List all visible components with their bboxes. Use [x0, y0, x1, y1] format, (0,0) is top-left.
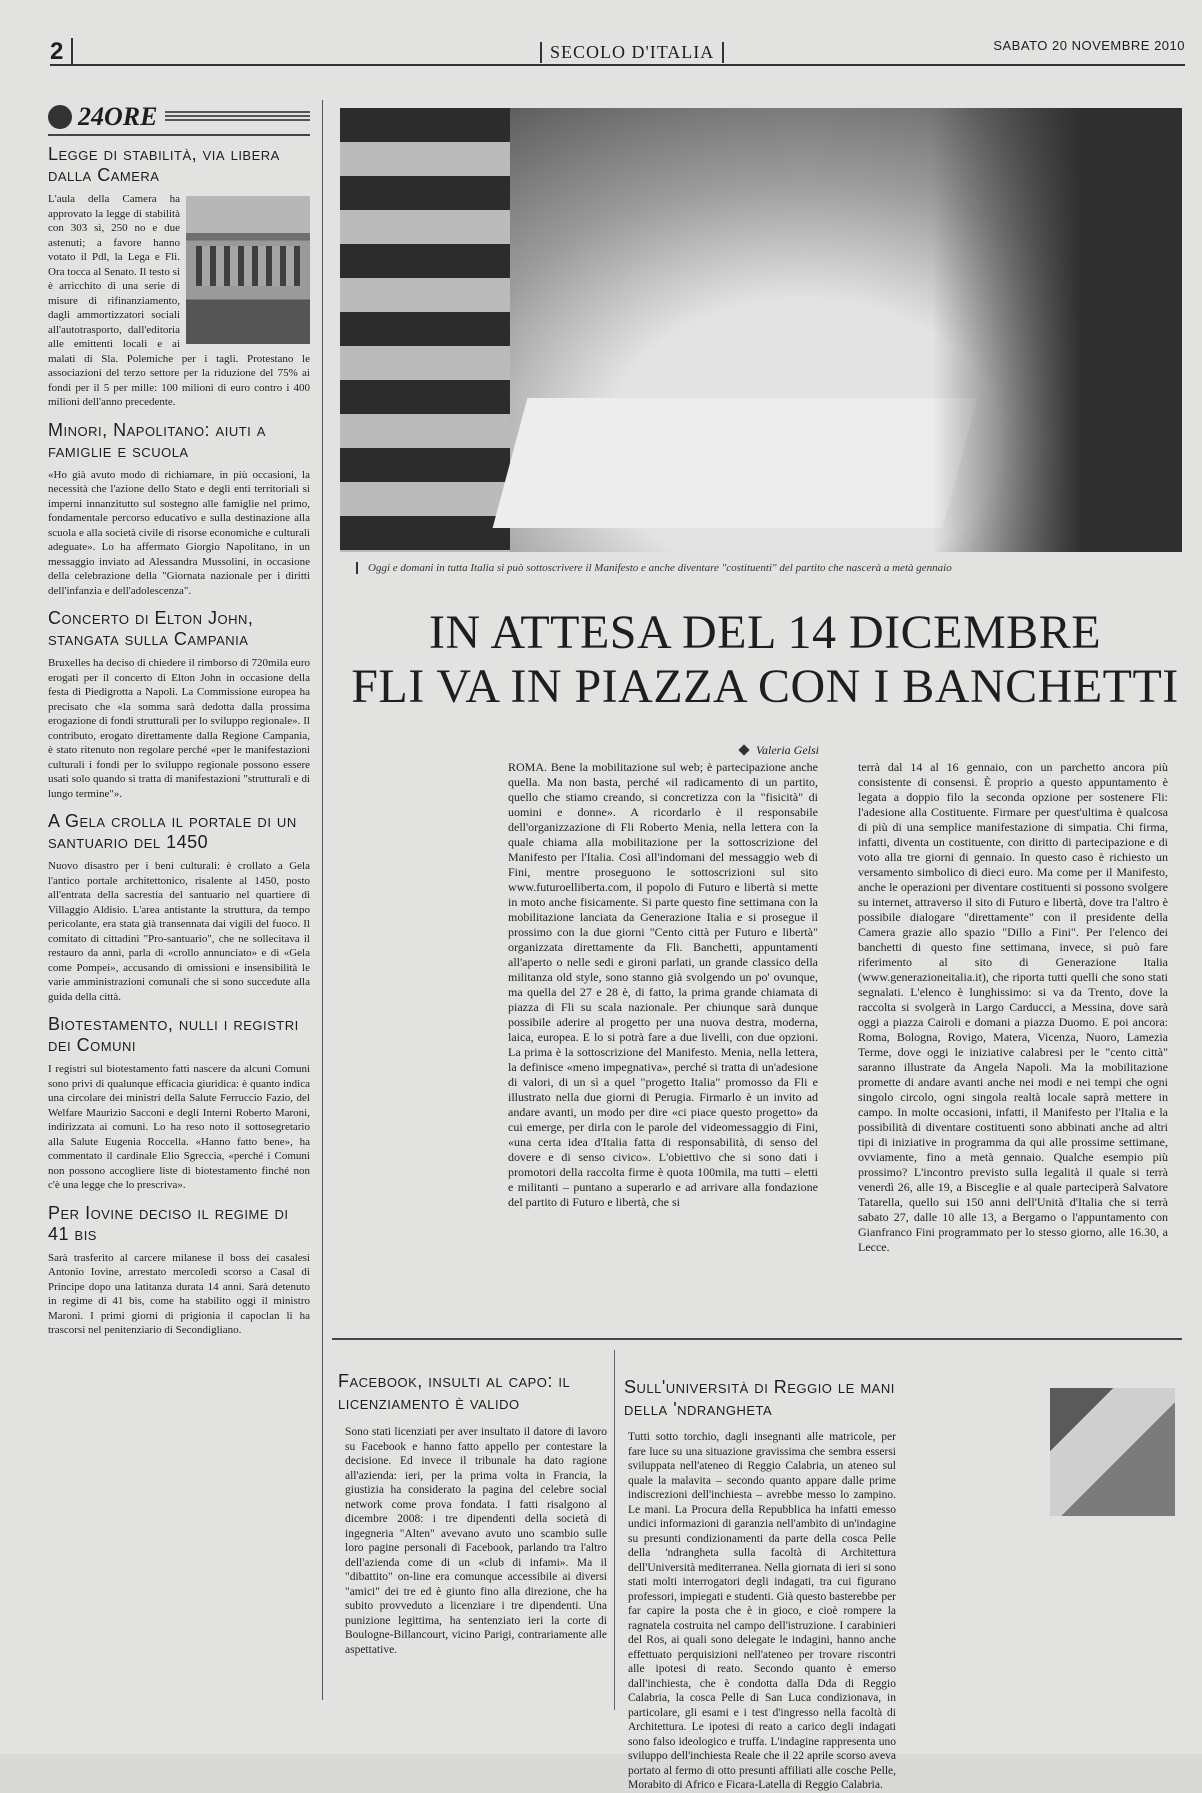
bottom-story-2-body-a: Tutti sotto torchio, dagli insegnanti alle matricole, per fare luce su una situazione gravissima che sembra essersi sviluppata nell'ateneo di Reggio Calabria, un ateneo sul quale la malavita – secondo quanto appare dalle prime indiscrezioni dell'inchiesta – avrebbe messo lo zampino. Le mani. La Procura della Repubblica ha infatti emesso undici informazioni di garanzia nell'ambito di un'indagine su presunti condizionamenti da parte della cosca Pelle della 'ndrangheta sulla facoltà di Architettura dell'Università mediterranea. Nella giornata di ieri si sono stati molti interrogatori degli indagati, tra cui figurano professori, impiegati e studenti. Già questo basterebbe per far capire la posta che è in gioco, e cioè rompere la ragnatela costruita nel campo dell'istruzione. I carabinieri del Ros, ai quali sono delegate le indagini, hanno anche effettuato perquisizioni nell'ateneo per trovare riscontri alle ipotesi di reato. Secondo quanto è emerso dall'inchiesta, che è condotta dalla Dda di Reggio Calabria, la cosca Pelle di San Luca condizionava, in particolare, gli esami e i test d'ingresso nella facoltà di Architettura. Le ipotesi di reato a carico degli indagati sono falso ideologico e truffa. L'indagine rappresenta uno sviluppo dell'inchiesta Reale che il 22 aprile scorso aveva portato al fermo di otto presunti affiliati alle cosche Pelle, Morabito di Africo e Ficara-Latella di Reggio Calabria. — [628, 1431, 896, 1791]
story-body: «Ho già avuto modo di richiamare, in più occasioni, la necessità che l'azione dello Stato e degli enti territoriali si imperni innanzitutto sul sostegno alle famiglie nel primo, fondamentale percorso educativo e sulla destinazione alla scuola e alla società civile di risorse economiche e culturali adeguate». Lo ha affermato Giorgio Napolitano, in un messaggio inviato ad Alessandra Mussolini, in occasione della celebrazione della "Giornata nazionale per i diritti dell'infanzia e dell'adolescenza". — [48, 468, 310, 597]
diamond-icon — [738, 744, 749, 755]
sidebar-24ore — [48, 100, 310, 1700]
column-divider — [322, 100, 323, 1700]
story-headline: Biotestamento, nulli i registri dei Comuni — [48, 1014, 299, 1055]
article-column-2: terrà dal 14 al 16 gennaio, con un parchetto ancora più consistente di consensi. È proprio a questo appuntamento è legata a doppio filo la seconda opzione per sostenere Fli: l'adesione alla Costituente. Firmare per quest'ultima è qualcosa di più di una semplice manifestazione di simpatia. Chi firma, infatti, diventa un costituente, con diritto di partecipazione e di voto alla tre giorni di gennaio. In questo caso è richiesto un versamento simbolico di dieci euro. Ma come per il Manifesto, anche le operazioni per diventare costituenti si possono svolgere su internet, attraverso il sito di Futuro e libertà, dove tra l'altro è possibile dialogare "direttamente" con il presidente della Camera grazie allo spazio "Dillo a Fini". Per l'elenco dei banchetti di questo fine settimana, invece, si può fare riferimento al sito di Generazione Italia (www.generazioneitalia.it), che riporta tutti quelli che sono stati segnalati. L'elenco è lunghissimo: si va da Trento, dove la raccolta si svolgerà in Largo Carducci, a Messina, dove sarà oggi a piazza Cairoli e domani a piazza Duomo. E poi ancora: Roma, Bologna, Rovigo, Matera, Vicenza, Nuoro, Lamezia Terme, dove oggi le iniziative calabresi per le "cento città" saranno illustrate da Angela Napoli. Ma la mobilitazione promette di andare avanti anche nei modi e nei tempi che ogni singolo circolo, ogni singola realtà locale saprà mettere in campo. In molte occasioni, infatti, il Manifesto per l'Italia e la possibilità di diventare costituenti sono abbinati anche ad altri tipi di iniziative in programma da qui alle prossime settimane, ovviamente, fino a metà gennaio. Qualche esempio più prossimo? L'incontro previsto sulla legalità il quale si terrà venerdì 26, alle 19, a Bisceglie e al quale parteciperà Salvatore Tatarella, quello sui 150 anni dell'Unità d'Italia che si terrà sabato 27, dalle 10 alle 13, a Bergamo o l'appuntamento con Gianfranco Fini programmato per lo stesso giorno, alle 16.30, a Lecce. — [858, 760, 1168, 1254]
headline-line-1: IN ATTESA DEL 14 DICEMBRE — [428, 606, 1102, 659]
photo-caption: Oggi e domani in tutta Italia si può sottoscrivere il Manifesto e anche diventare "costituenti" del partito che nascerà a metà gennaio — [356, 562, 1188, 574]
photo-striped-sleeve — [340, 108, 510, 552]
bottom-story-2-headline: Sull'università di Reggio le mani della 'ndrangheta — [624, 1377, 895, 1419]
article-bottom-rule — [332, 1338, 1182, 1340]
story-body: Bruxelles ha deciso di chiedere il rimborso di 720mila euro erogati per il concerto di Elton John in occasione della festa di Piedigrotta a Napoli. La Commissione europea ha precisato che «la somma sarà dedotta dalla prossima erogazione di fondi strutturali per lo sviluppo regionale». Il contributo, erogato direttamente dalla Regione Campania, è stato ritenuto non regolare perché «per le manifestazioni culturali i fondi per lo sviluppo regionale possono essere usati solo quando si tratta di manifestazioni "strutturali e di lungo termine"». — [48, 657, 310, 800]
story-headline: A Gela crolla il portale di un santuario del 1450 — [48, 811, 297, 852]
main-photo — [340, 108, 1182, 552]
article-column-1: ROMA. Bene la mobilitazione sul web; è partecipazione anche quella. Ma non basta, perché «il radicamento di un partito, quello che stiamo creando, si concretizza con la "fisicità" di uomini e donne». A ricordarlo è il responsabile dell'organizzazione di Fli Roberto Menia, nella lettera con la quale chiama alla mobilitazione per la sottoscrizione del Manifesto per l'Italia. Così all'indomani del messaggio web di Fini, mentre proseguono le sottoscrizioni sul sito www.futuroelliberta.com, il popolo di Futuro e libertà si mette in moto anche fisicamente. Si parte questo fine settimana con la mobilitazione lanciata da Generazione Italia e si prosegue il prossimo con la due giorni "Cento città per Futuro e libertà" organizzata direttamente da Fli. Banchetti, appuntamenti all'aperto o nelle sedi e gironi parlati, un grande classico della militanza old style, sono stanno già svolgendo un po' ovunque, ma quella del 27 e 28 è, di fatto, la prima grande chiamata di piazza di Fli su scala nazionale. Per chiunque sarà dunque possibile aderire al progetto per una nuova destra, moderna, laica, europea. E lo si potrà fare a due livelli, con due opzioni. La prima è la sottoscrizione del Manifesto. Menia, nella lettera, la definisce «meno impegnativa», perché si tratta di un'adesione di valori, di un sì a quel "progetto Italia" promosso da Fli e illustrato nella due giorni di Perugia. Firmarlo è un invito ad andare avanti, un modo per dire «ci piace questo progetto» da cui emerge, per dirla con le parole del videomessaggio di Fini, «una certa idea d'Italia fatta di responsabilità, di senso del dovere e di senso civico». L'obiettivo che si sono dati i promotori della raccolta firme è quota 100mila, ma tutti – eletti e militanti – puntano a superarlo e ad arrivare alla fondazione del partito di Futuro e libertà, che si — [508, 760, 818, 1209]
story-body: L'aula della Camera ha approvato la legge di stabilità con 303 sì, 250 no e due astenuti; a favore hanno votato il Pdl, la Lega e Fli. Ora tocca al Senato. Il testo si è arricchito di una serie di misure di rifinanziamento, dagli ammortizzatori sociali all'autotrasporto, dall'editoria alle emittenti locali e ai malati di Sla. Polemiche per i tagli. Protestano le associazioni del terzo settore per la riduzione del 75% ai fondi per il 5 per mille: 100 milioni di euro contro i 400 milioni dell'anno precedente. — [48, 193, 310, 408]
bottom-story-1-headline: Facebook, insulti al capo: il licenziamento è valido — [338, 1371, 571, 1413]
globe-icon — [48, 105, 72, 129]
story-headline: Minori, Napolitano: aiuti a famiglie e scuola — [48, 419, 266, 461]
decorative-stripes — [165, 111, 310, 123]
section-title: 24ORE — [78, 102, 158, 131]
parliament-photo — [186, 196, 310, 344]
author-name: Valeria Gelsi — [756, 743, 819, 757]
page-number: 2 — [50, 38, 73, 66]
story-body: Sarà trasferito al carcere milanese il boss dei casalesi Antonio Iovine, arrestato mercoledì scorso a Casal di Principe dopo una latitanza durata 14 anni. Sarà detenuto in regime di 41 bis, come ha stabilito oggi il ministro Maroni. I primi giorni di prigionia il capoclan li ha trascorsi nel penitenziario di Secondigliano. — [48, 1251, 310, 1336]
headline-line-2: FLI VA IN PIAZZA CON I BANCHETTI — [351, 660, 1179, 713]
issue-date: SABATO 20 NOVEMBRE 2010 — [993, 38, 1185, 53]
photo-shadow — [932, 108, 1182, 552]
paper-name: SECOLO D'ITALIA — [540, 42, 724, 63]
masthead — [50, 34, 1185, 66]
bottom-story-1-body: Sono stati licenziati per aver insultato il datore di lavoro su Facebook e hanno fatto appello per contestare la decisione. Ed invece il tribunale ha dato ragione all'azienda: ieri, per la prima volta in Francia, la giustizia ha considerato la pagina del celebre social network come prova fondata. I fatti risalgono al dicembre 2008: i tre dipendenti della società di ingegneria "Alten" avevano avuto uno scambio sulle loro pagine personali di Facebook, parlando tra l'altro dell'azienda come di un «club di infami». Ma il "dibattito" on-line era comunque accessibile ai diversi "amici" dei tre ed è giunto fino alla direzione, che ha subito provveduto a licenziare i tre dipendenti. Una punizione legittima, ha sentenziato ieri la corte di Boulogne-Billancourt, vicino Parigi, contrariamente alle aspettative. — [345, 1426, 607, 1656]
photo-table — [493, 398, 978, 528]
column-divider — [614, 1350, 615, 1710]
story-headline: Per Iovine deciso il regime di 41 bis — [48, 1202, 289, 1244]
byline — [740, 743, 819, 758]
story-headline: Concerto di Elton John, stangata sulla Campania — [48, 608, 254, 649]
university-photo — [1050, 1388, 1175, 1516]
story-body: I registri sul biotestamento fatti nascere da alcuni Comuni sono privi di qualunque efficacia giuridica: è quanto indica una circolare dei ministri della Salute Ferruccio Fazio, del Welfare Maurizio Sacconi e degli Interni Roberto Maroni, indirizzata ai comuni. Lo ha reso noto il sottosegretario alla Salute Eugenia Roccella. «Hanno fatto bene», ha commentato il cardinale Elio Sgreccia, «perché i Comuni non possono accogliere liste di biotestamento finché non c'è una legge che lo prescriva». — [48, 1063, 310, 1191]
story-headline: Legge di stabilità, via libera dalla Camera — [48, 144, 280, 185]
section-badge — [48, 100, 310, 136]
main-headline — [345, 606, 1185, 714]
story-body: Nuovo disastro per i beni culturali: è crollato a Gela l'antico portale architettonico, risalente al 1450, posto all'entrata della sacrestia del santuario nel quartiere di Villaggio Aldisio. L'area antistante la struttura, da tempo pericolante, era stata già transennata dai vigili del fuoco. Il comitato di cittadini "Pro-santuario", che ne sollecitava il restauro da anni, parla di «crollo annunciato» e di «Gela come Pompei», accusando di omissioni e insensibilità le varie amministrazioni comunali che si sono succedute alla guida della città. — [48, 860, 310, 1003]
